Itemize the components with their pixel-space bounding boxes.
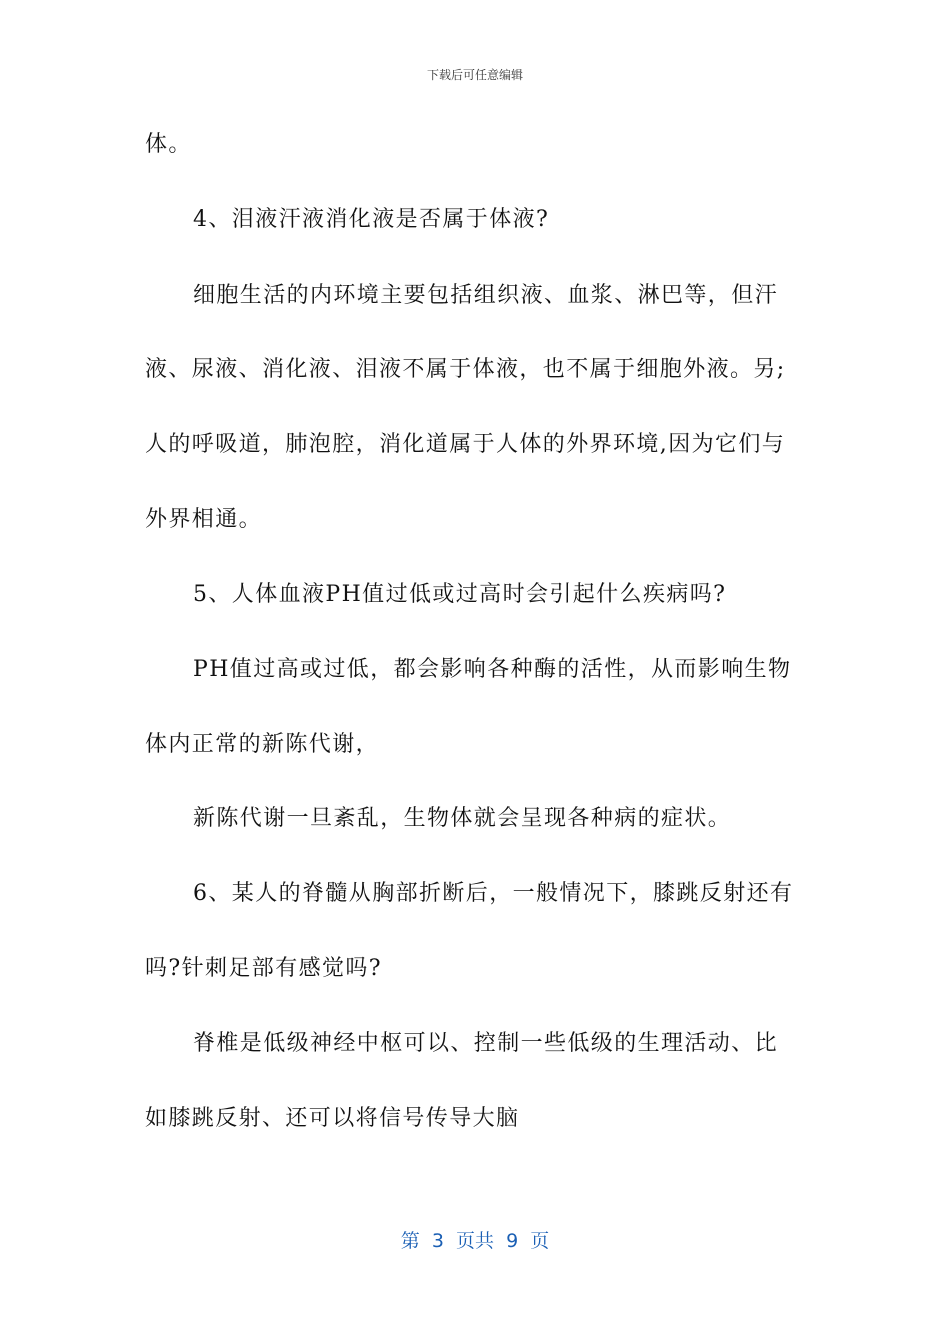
question-4: 4、泪液汗液消化液是否属于体液? (193, 207, 550, 232)
answer-6-line-1: 脊椎是低级神经中枢可以、控制一些低级的生理活动、比 (193, 1031, 779, 1056)
question-6-line-2: 吗?针刺足部有感觉吗? (145, 956, 382, 981)
question-6-line-1: 6、某人的脊髓从胸部折断后，一般情况下，膝跳反射还有 (193, 881, 794, 906)
answer-5-line-3: 新陈代谢一旦紊乱，生物体就会呈现各种病的症状。 (193, 806, 732, 831)
header-note: 下载后可任意编辑 (426, 68, 523, 82)
answer-4-line-3: 人的呼吸道，肺泡腔，消化道属于人体的外界环境,因为它们与 (145, 432, 786, 457)
page-number-footer: 第 3 页共 9 页 (400, 1230, 550, 1252)
answer-4-line-2: 液、尿液、消化液、泪液不属于体液，也不属于细胞外液。另; (145, 357, 786, 382)
answer-4-line-1: 细胞生活的内环境主要包括组织液、血浆、淋巴等，但汗 (193, 283, 779, 308)
text-line-1: 体。 (145, 132, 192, 157)
answer-6-line-2: 如膝跳反射、还可以将信号传导大脑 (145, 1106, 520, 1131)
answer-5-line-1: PH值过高或过低，都会影响各种酶的活性，从而影响生物 (193, 657, 792, 682)
question-5: 5、人体血液PH值过低或过高时会引起什么疾病吗? (193, 582, 727, 607)
answer-4-line-4: 外界相通。 (145, 507, 263, 532)
answer-5-line-2: 体内正常的新陈代谢， (145, 732, 380, 757)
